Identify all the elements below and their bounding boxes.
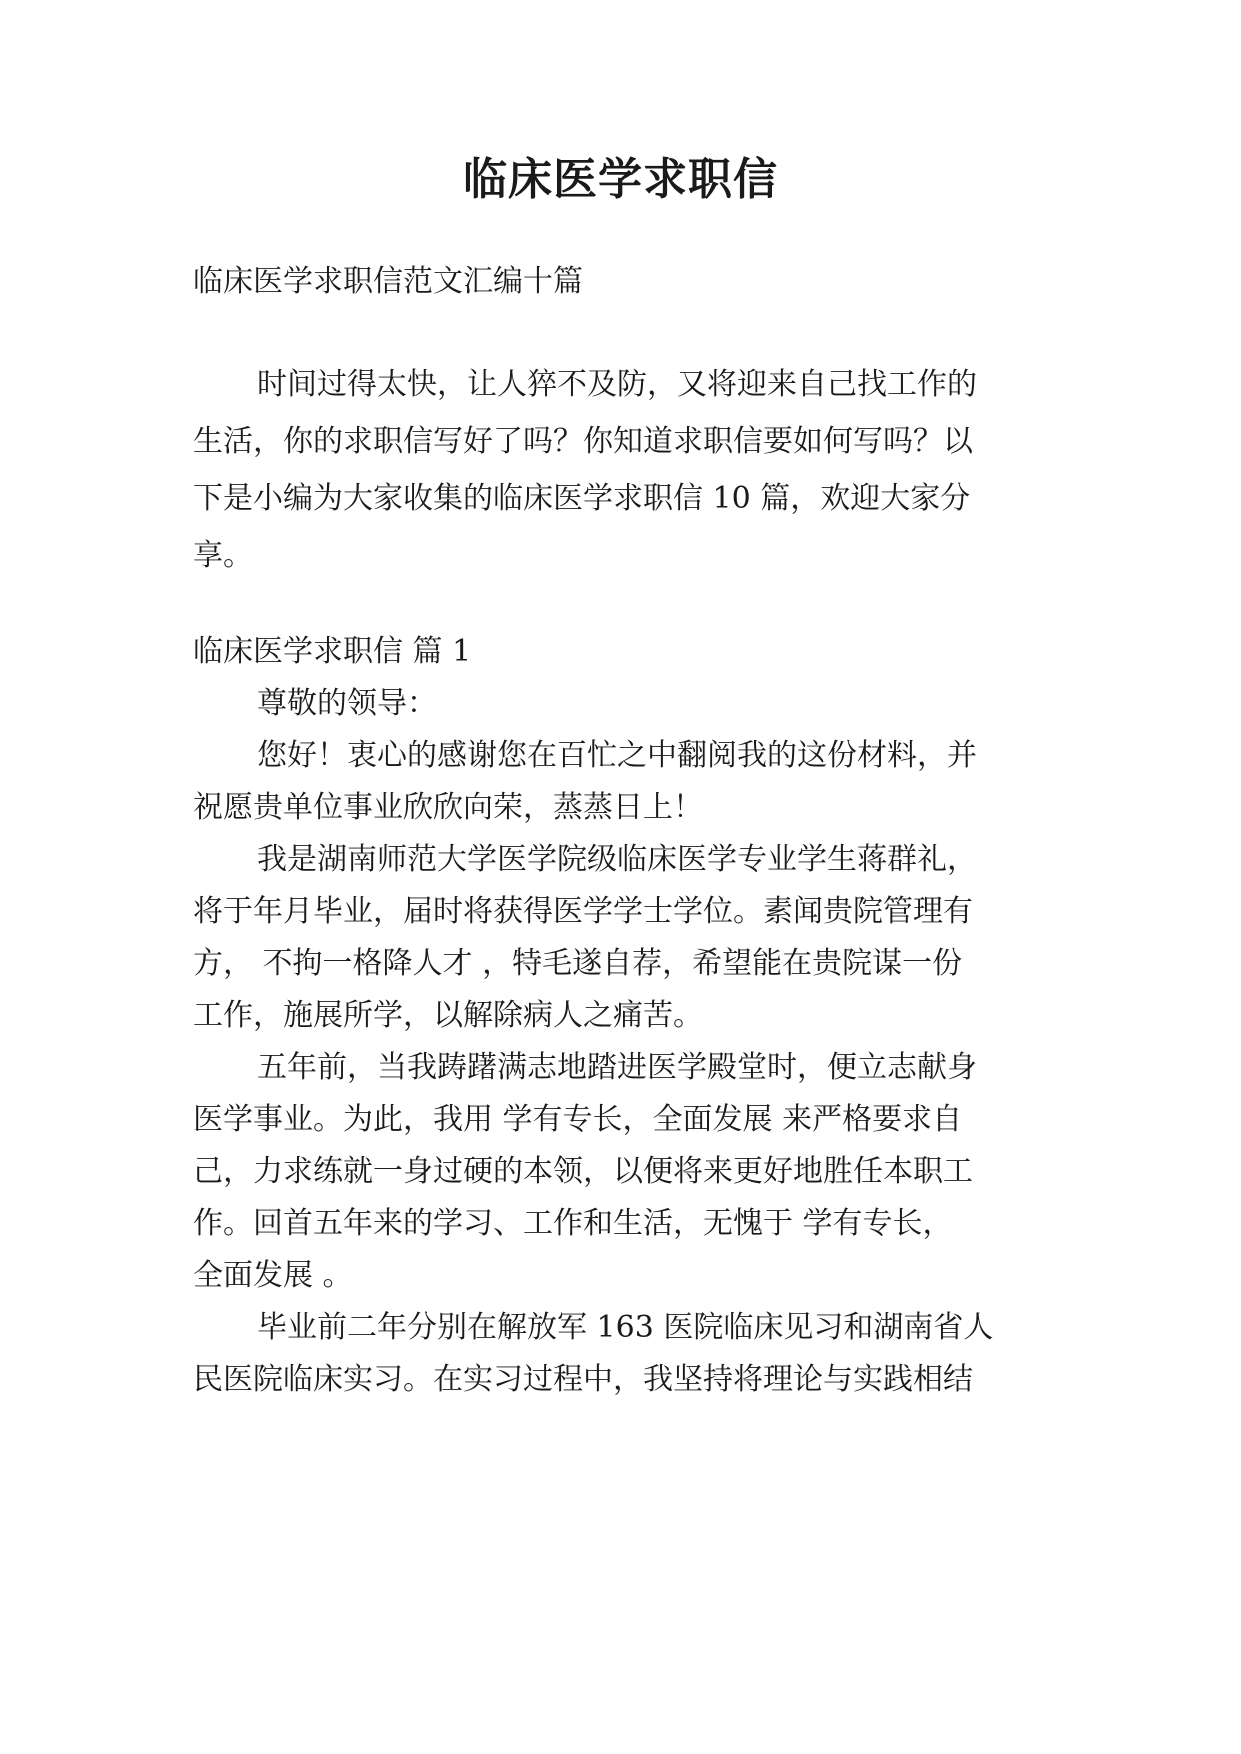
subtitle: 临床医学求职信范文汇编十篇 bbox=[193, 264, 583, 299]
body-line: 民医院临床实习。在实习过程中，我坚持将理论与实践相结 bbox=[193, 1362, 973, 1397]
body-line: 作。回首五年来的学习、工作和生活，无愧于 学有专长， bbox=[193, 1206, 953, 1241]
body-line: 全面发展 。 bbox=[193, 1258, 353, 1293]
body-line: 工作，施展所学，以解除病人之痛苦。 bbox=[193, 998, 703, 1033]
body-line: 将于年月毕业，届时将获得医学学士学位。素闻贵院管理有 bbox=[193, 894, 973, 929]
section-heading: 临床医学求职信 篇 1 bbox=[193, 634, 472, 669]
body-line: 医学事业。为此，我用 学有专长，全面发展 来严格要求自 bbox=[193, 1102, 963, 1137]
intro-line: 享。 bbox=[193, 538, 253, 573]
intro-line: 下是小编为大家收集的临床医学求职信 10 篇，欢迎大家分 bbox=[193, 481, 971, 516]
body-line: 祝愿贵单位事业欣欣向荣，蒸蒸日上！ bbox=[193, 790, 703, 825]
body-line: 方， 不拘一格降人才 ，特毛遂自荐，希望能在贵院谋一份 bbox=[193, 946, 963, 981]
body-line: 您好！衷心的感谢您在百忙之中翻阅我的这份材料，并 bbox=[257, 738, 977, 773]
body-line: 毕业前二年分别在解放军 163 医院临床见习和湖南省人 bbox=[257, 1310, 994, 1345]
intro-line: 时间过得太快，让人猝不及防，又将迎来自己找工作的 bbox=[257, 367, 977, 402]
body-line: 己，力求练就一身过硬的本领，以便将来更好地胜任本职工 bbox=[193, 1154, 973, 1189]
intro-line: 生活，你的求职信写好了吗？你知道求职信要如何写吗？以 bbox=[193, 424, 973, 459]
body-line: 我是湖南师范大学医学院级临床医学专业学生蒋群礼， bbox=[257, 842, 977, 877]
document-title: 临床医学求职信 bbox=[463, 154, 778, 205]
salutation: 尊敬的领导： bbox=[257, 686, 437, 721]
body-line: 五年前，当我踌躇满志地踏进医学殿堂时，便立志献身 bbox=[257, 1050, 977, 1085]
